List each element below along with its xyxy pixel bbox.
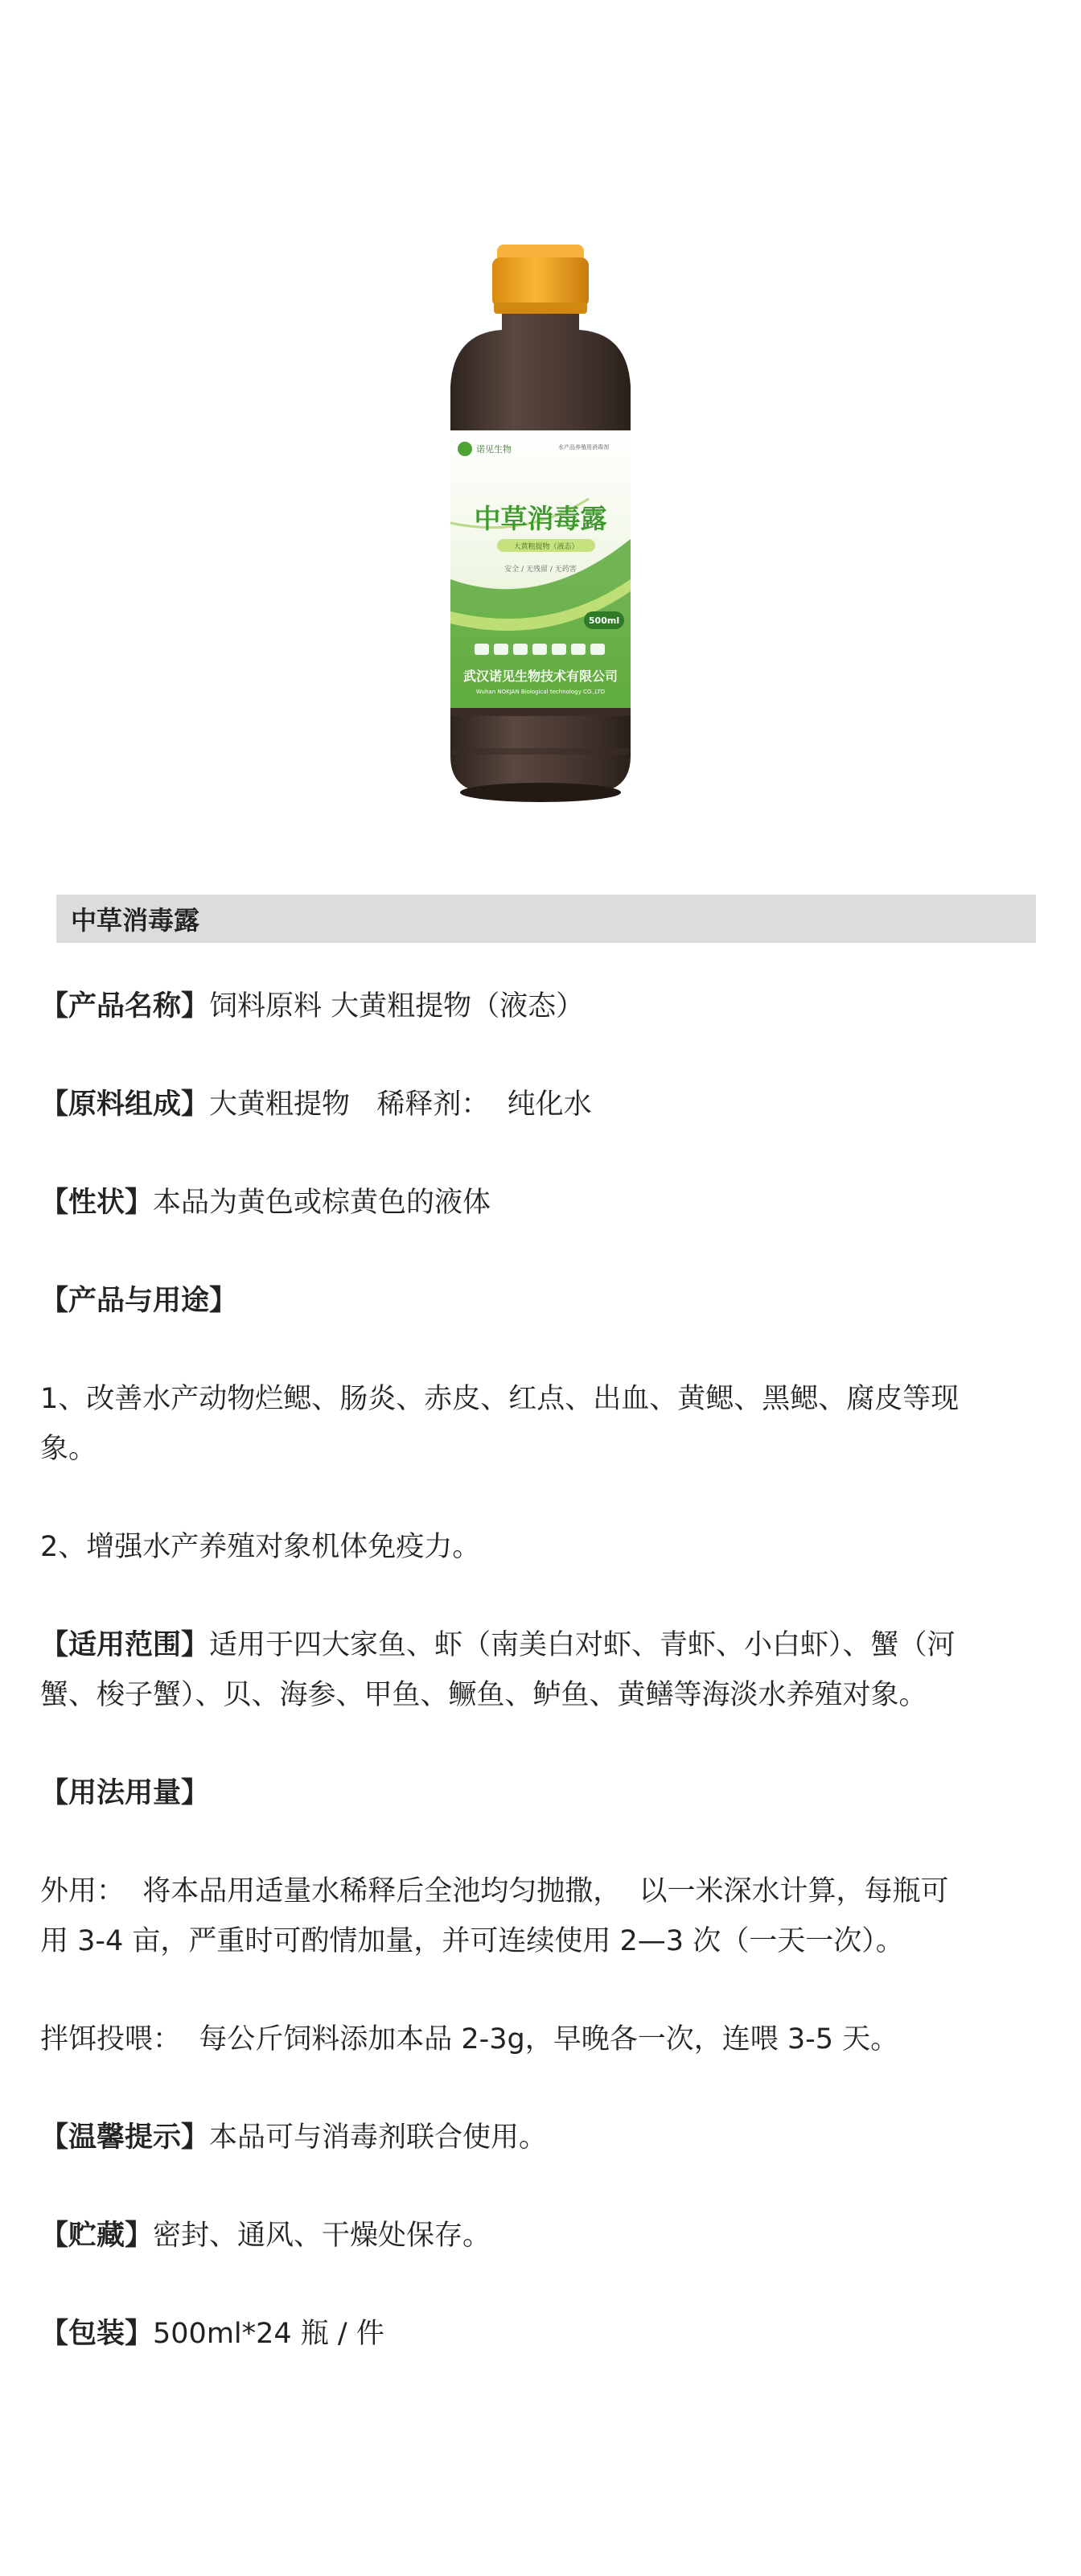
species-icon-strip [475,644,605,655]
para-label: 【产品名称】 [40,990,210,1023]
label-volume: 500ml [588,615,620,626]
para-label: 【包装】 [40,2318,154,2350]
paragraph-scope [40,1620,973,1720]
paragraph-storage [40,2211,973,2261]
para-label: 【用法用量】 [40,1777,210,1809]
paragraph-appearance [40,1178,973,1228]
logo-text: 诺见生物 [476,444,512,455]
label-company-en: Wuhan NOKJAN Biological technology CO.,LTD [475,689,606,695]
paragraph-use-2 [40,1522,973,1572]
para-text: 外用： 将本品用适量水稀释后全池均匀抛撒， 以一米深水计算，每瓶可用 3-4 亩，严重时可酌情加量，并可连续使用 2—3 次（一天一次）。 [40,1875,949,1957]
bottle-cap [492,245,589,314]
para-text: 本品为黄色或棕黄色的液体 [153,1187,491,1219]
label-company-cn: 武汉诺见生物技术有限公司 [462,669,619,684]
paragraph-dosage-heading [40,1768,973,1818]
para-text: 密封、通风、干燥处保存。 [153,2220,491,2252]
para-label: 【产品与用途】 [40,1285,238,1317]
para-label: 【原料组成】 [40,1088,210,1121]
label-top-right-text: 水产品养殖用消毒剂 [558,444,609,451]
para-text: 500ml*24 瓶 / 件 [153,2318,384,2350]
paragraph-ingredients [40,1080,973,1130]
paragraph-packaging [40,2309,973,2359]
section-header [56,895,1036,943]
label-tagline: 安全 / 无残留 / 无药害 [504,566,577,574]
para-label: 【温馨提示】 [40,2121,210,2154]
para-text: 饲料原料 大黄粗提物（液态） [209,990,585,1023]
section-title: 中草消毒露 [71,905,200,936]
brand-leaf-icon [458,442,472,456]
para-text: 拌饵投喂： 每公斤饲料添加本品 2-3g，早晚各一次，连喂 3-5 天。 [40,2023,899,2055]
label-product-name: 中草消毒露 [474,503,607,534]
paragraph-feed-mixing [40,2014,973,2064]
paragraph-external-use [40,1866,973,1966]
bottle-label [450,430,631,708]
para-text: 大黄粗提物 稀释剂： 纯化水 [209,1088,592,1121]
para-label: 【性状】 [40,1187,154,1219]
product-bottle-image [428,233,653,821]
para-label: 【贮藏】 [40,2220,154,2252]
paragraph-uses-heading [40,1276,973,1326]
paragraph-tips [40,2113,973,2162]
para-text: 1、改善水产动物烂鳃、肠炎、赤皮、红点、出血、黄鳃、黑鳃、腐皮等现象。 [40,1383,960,1465]
label-subtitle: 大黄粗提物（液态） [513,543,579,551]
bottle-illustration [428,233,653,821]
paragraph-product-name [40,981,973,1031]
para-label: 【适用范围】 [40,1629,210,1661]
para-text: 2、增强水产养殖对象机体免疫力。 [40,1531,481,1563]
paragraph-use-1 [40,1374,973,1474]
product-description [40,981,973,2407]
para-text: 本品可与消毒剂联合使用。 [209,2121,548,2154]
para-text: 适用于四大家鱼、虾（南美白对虾、青虾、小白虾）、蟹（河蟹、梭子蟹）、贝、海参、甲鱼、鳜鱼、鲈鱼、黄鳝等海淡水养殖对象。 [40,1629,956,1711]
